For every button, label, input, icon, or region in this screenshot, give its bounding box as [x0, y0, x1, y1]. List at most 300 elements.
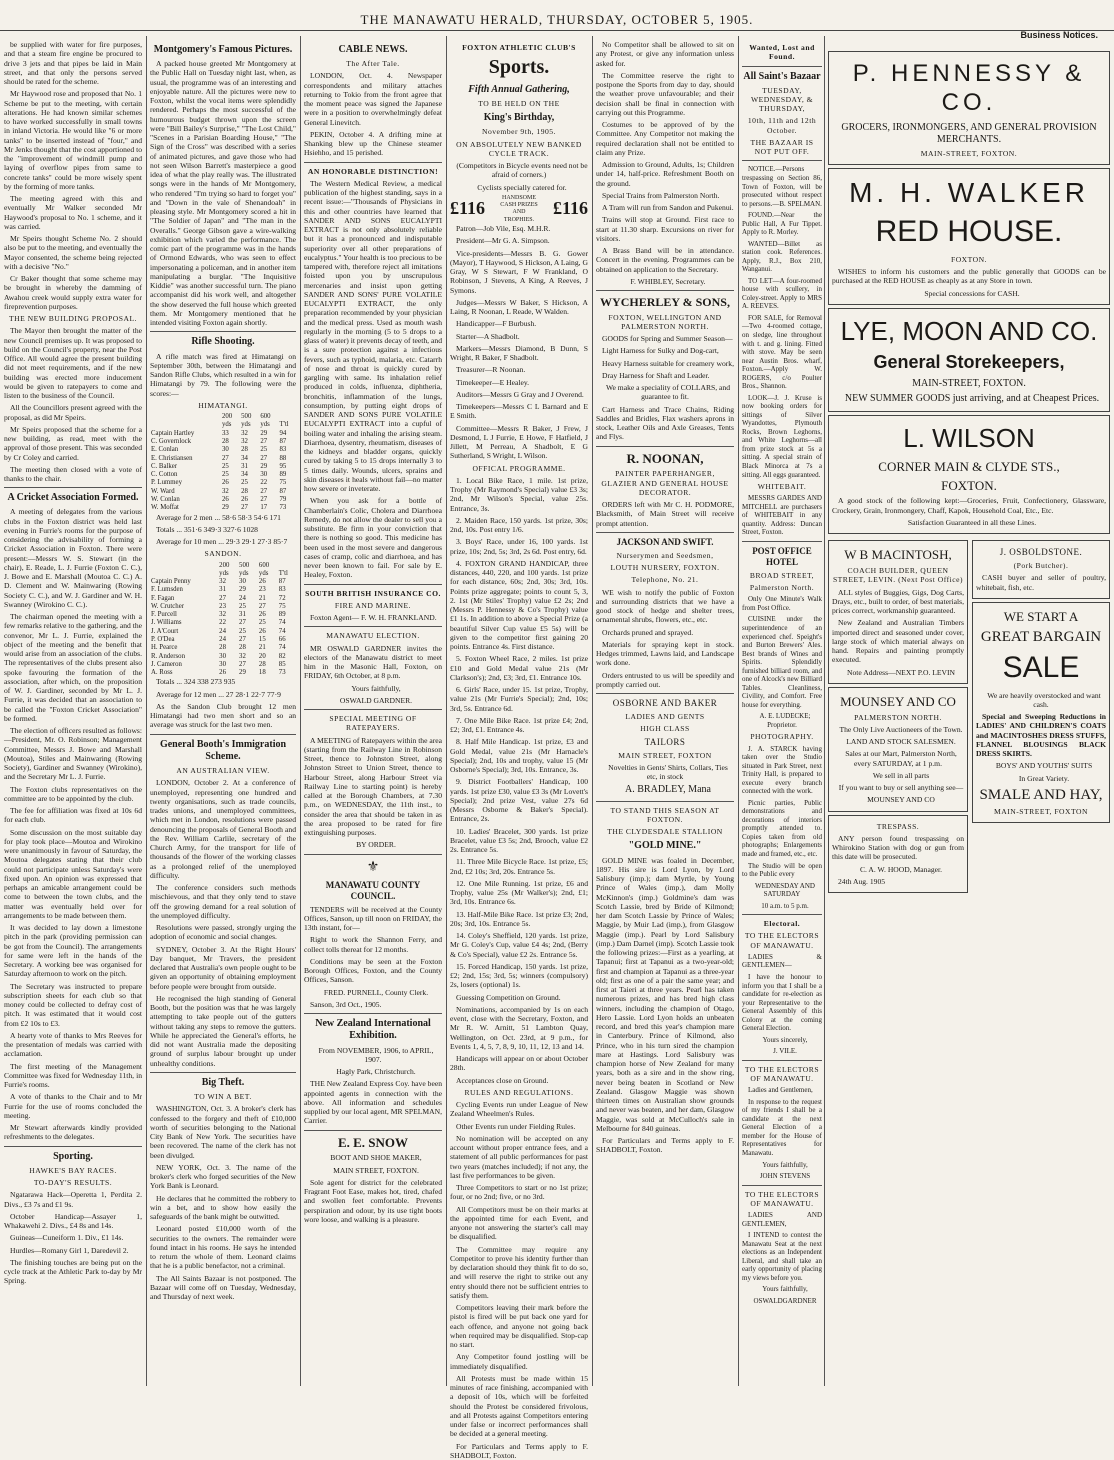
divider [596, 532, 734, 533]
ad-subheading: MAIN-STREET, FOXTON [993, 807, 1088, 817]
score-cell: 25 [222, 471, 229, 479]
score-row [150, 578, 296, 586]
ad-text: Dray Harness for Shaft and Leader. [602, 370, 710, 380]
event-item: 6. Girls' Race, under 15. 1st prize, Trophy, value 21s (Mr Furrie's Special); 2nd, 10s; 3rd, 5s. Entrance 6d. [450, 685, 588, 713]
score-cell: 30 [239, 578, 246, 586]
article-paragraph: As the Sandon Club brought 12 men Himatangi had two men short and so an average was struck for the last two men. [150, 701, 296, 730]
divider [742, 541, 822, 542]
event-item: 15. Forced Handicap, 150 yards. 1st prize, £2; 2nd, 15s; 3rd, 5s; winners (compulsory) 2s, losers (optional) 1s. [450, 961, 588, 990]
ad-text: Guessing Competition on Ground. [456, 992, 561, 1002]
event-item: 7. One Mile Bike Race. 1st prize £4; 2nd, £2; 3rd, £1. Entrance 4s. [450, 715, 588, 735]
score-cell: 26 [258, 627, 266, 635]
score-row [150, 586, 296, 594]
score-row [150, 603, 296, 611]
score-cell [278, 562, 296, 570]
ad-heading: MANAWATU COUNTY COUNCIL. [325, 879, 421, 901]
event-item: 1. Local Bike Race, 1 mile. 1st prize, Trophy (Mr Raymond's Special) value £3 3s; 2nd, Mr Wilson's Special, value 25s. Entrance, 3s. [450, 475, 588, 513]
score-cell: 89 [278, 611, 286, 619]
ad-subheading: FOXTON. [941, 477, 997, 493]
score-cell: 15 [258, 636, 266, 644]
rule-item: A Tram will run from Sandon and Pukenui. [602, 203, 734, 212]
column-7 [828, 48, 1110, 1385]
divider [742, 1185, 822, 1186]
notice: WEDNESDAY AND SATURDAY [755, 881, 815, 899]
subheading: AN AUSTRALIAN VIEW. [176, 766, 270, 776]
column-rule [592, 36, 593, 1386]
prize-banner [450, 195, 588, 224]
score-cell: 72 [278, 594, 286, 602]
ad-text: WE wish to notify the public of Foxton and surrounding districts that we have a good stock of hedge and shelter trees, ornamental shrubs, flowers, etc., etc. [596, 587, 734, 625]
ad-text: A good stock of the following kept:—Groceries, Fruit, Confectionery, Glassware, Crockery, Grain, Ironmongery, Chaff, Kapok, Household Coal, Etc., Etc. [832, 496, 1106, 515]
ad-text: ALL styles of Buggies, Gigs, Dog Carts, Drays, etc., built to order, of best materials, prices correct, workmanship guaranteed. [832, 587, 964, 615]
score-row [150, 446, 296, 454]
score-cell: E. Christiansen [151, 454, 193, 462]
score-cell: 74 [278, 627, 286, 635]
ad-text: Committee—Messrs R Baker, J Frew, J Desmond, L J Furrie, E Howe, F Hatfield, J Jillett, M Perreau, A Shadbolt, E G Sutherland, S Wright, L Wilson. [450, 423, 588, 461]
score-cell: 29 [260, 462, 268, 470]
article-paragraph: The finishing touches are being put on the cycle track at the Athletic Park to-day by Mr Spring. [4, 1257, 142, 1286]
divider [304, 1130, 442, 1131]
divider [742, 1060, 822, 1061]
ad-subheading: TUESDAY, WEDNESDAY, & THURSDAY, [750, 85, 814, 114]
article-paragraph: PEKIN, October 4. A drifting mine at Shanking blew up the Chinese steamer Hsiehho, and 15 perished. [304, 129, 442, 158]
score-header-row [150, 413, 296, 421]
subheading: The After Tale. [346, 59, 400, 69]
ad-hennessy [828, 51, 1110, 165]
divider [304, 584, 442, 585]
score-cell: H. Pearce [151, 644, 178, 652]
divider [596, 801, 734, 802]
ad-heading: MOUNSEY AND CO [840, 693, 956, 709]
score-cell: 28 [258, 660, 266, 668]
score-cell: 25 [260, 446, 268, 454]
ad-text: Timekeepers—Messrs C L Barnard and E E Smith. [450, 402, 588, 421]
notice: 10 a.m. to 5 p.m. [761, 901, 809, 910]
score-cell: 27 [260, 495, 268, 503]
ad-subheading: LOUTH NURSERY, FOXTON. [610, 563, 720, 573]
score-cell: J. Williams [151, 619, 182, 627]
score-cell: 74 [278, 619, 286, 627]
article-paragraph: Resolutions were passed, strongly urging the adoption of economic and social changes. [150, 923, 296, 942]
ad-text: New Zealand and Australian Timbers imported direct and seasoned under cover, large stock of which material always on hand. Repairs and painting promptly executed. [832, 618, 964, 665]
divider [596, 446, 734, 447]
score-cell: 29 [239, 586, 246, 594]
article-paragraph: The All Saints Bazaar is not postponed. The Bazaar will come off on Tuesday, Wednesday, and Thursday of next week. [150, 1273, 296, 1301]
ad-text: Special concessions for CASH. [924, 288, 1020, 298]
notice: CUISINE under the superintendence of an experienced chef. Speight's and Burton Brewers' Ales. Best brands of Wines and Spirits. Splendidly furnished billiard room, and one of Alcock's new Billiard Tables. Cleanliness, Civility, and Comfort. Free house for everything. [742, 615, 822, 709]
ad-text: Handicapper—F Burbush. [456, 319, 537, 329]
column-3 [304, 40, 442, 1385]
sports-title: Sports. [488, 56, 550, 79]
score-cell: 33 [222, 429, 229, 437]
ad-text: Treasurer—R Noonan. [456, 365, 526, 375]
article-paragraph: He declares that he committed the robbery to win a bet, and to show how easily the safeguards of the bank might be outwitted. [150, 1193, 296, 1221]
divider [4, 487, 142, 488]
business-notices-label: Business Notices. [1020, 30, 1098, 40]
article-paragraph: Mr Haywood rose and proposed that No. 1 Scheme be put to the meeting, with certain alterations. He had known similar schemes to have worked successfully in small towns in inland Victoria. He would like "6 or more tanks" to be inserted instead of "four," and Mr Jenks thought that the cost apportioned to the "improvement of windmill pump and laying of overflow pipes from same to concrete tanks" could be more wisely spent by the forming of more tanks. [4, 89, 142, 191]
divider [150, 734, 296, 735]
ad-subheading: TO BE HELD ON THE [478, 98, 560, 108]
ad-heading: E. E. SNOW [337, 1134, 409, 1150]
score-cell: 34 [241, 454, 248, 462]
ad-heading: SOUTH BRITISH INSURANCE CO. [305, 588, 441, 598]
score-header-row [150, 570, 296, 578]
ad-subheading: BROAD STREET, [749, 570, 815, 580]
ad-subheading: FOXTON. [950, 254, 988, 264]
score-totals: Totals ... 351·6 349·3 327·6 1028 [156, 524, 258, 534]
ad-heading: WE START A [1003, 608, 1079, 624]
score-cell: 26 [222, 479, 229, 487]
notice: Yours faithfully, [762, 1160, 808, 1169]
column-rule [738, 36, 739, 1386]
ad-subheading: (Pork Butcher). [1013, 561, 1069, 571]
ad-text: Sales at our Mart, Palmerston North, every SATURDAY, at 1 p.m. [845, 749, 957, 768]
score-cell: 28 [241, 487, 248, 495]
ad-subheading: ON ABSOLUTELY NEW BANKED CYCLE TRACK. [456, 139, 582, 158]
score-average: Average for 12 men ... 27 28·1 22·7 77·9 [156, 689, 281, 699]
score-cell: 83 [278, 586, 286, 594]
ad-macintosh [828, 540, 968, 684]
score-cell: 21 [258, 594, 266, 602]
divider [304, 1013, 442, 1014]
ad-heading: TO THE ELECTORS OF MANAWATU. [744, 931, 820, 950]
ad-heading: AN HONORABLE DISTINCTION! [307, 166, 439, 176]
score-cell: 24 [219, 636, 226, 644]
rule-item: A Brass Band will be in attendance. Concert in the evening. Programmes can be obtained on application to the Secretary. [596, 246, 734, 274]
score-cell: C. Balker [151, 462, 178, 470]
ad-lye-moon [828, 308, 1110, 412]
score-row [150, 611, 296, 619]
score-cell: 200 [219, 561, 230, 569]
article-paragraph: The first meeting of the Management Committee was fixed for Wednesday 11th, in Furrie's rooms. [4, 1061, 142, 1090]
score-cell: W. Conlan [151, 495, 180, 503]
ad-text: Materials for spraying kept in stock. Hedges trimmed, Lawns laid, and Landscape work done. [596, 639, 734, 668]
score-cell: 31 [239, 611, 246, 619]
ad-text: Orders entrusted to us will be speedily and promptly carried out. [596, 670, 734, 689]
score-row [150, 628, 296, 636]
score-cell: 83 [279, 446, 287, 454]
rule-item: Costumes to be approved of by the Committee. Any Competitor not making the required declaration shall not be entitled to claim any Prize. [596, 120, 734, 157]
score-cell: 27 [258, 602, 266, 610]
score-cell: J. A'Court [151, 627, 179, 635]
score-cell: R. Anderson [151, 652, 185, 660]
article-paragraph: A rifle match was fired at Himatangi on September 30th, between the Himatangi and Sandon Rifle Clubs, which resulted in a win for Himatangi by 79. The following were the scores:— [150, 351, 296, 398]
divider [304, 709, 442, 710]
ad-mounsey [828, 687, 968, 812]
column-rule [446, 36, 447, 1386]
score-table-sandon [150, 562, 296, 678]
ad-walker [828, 168, 1110, 305]
subheading: TO-DAY'S RESULTS. [33, 1178, 113, 1188]
ad-heading: TRESPASS. [876, 821, 920, 831]
notice: Picnic parties, Public demonstrations and decorations of interiors promptly attended to. Copies taken from old photographs; Enlargements made and framed, etc., etc. [742, 798, 822, 858]
score-cell [278, 413, 296, 421]
ad-text: The Western Medical Review, a medical publication of the highest standing, says in a recent issue:—"Thousands of Physicians in this and other countries have learned that SANDER AND SONS EUCALYPTI EXTRACT is not only absolutely reliable but it has a pronounced and indisputable superiority over all other preparations of eucalyptus." Your health is too precious to be tampered with, therefore reject all imitations foisted upon you by unscrupulous mercenaries and insist upon getting SANDER AND SONS' PURE VOLATILE EUCALYPTI EXTRACT, the only preparation recommended by your physician and the medical press. Used as mouth wash regularly in the morning (5 to 5 drops to a glass of water) it prevents decay of teeth, and is a sure protection against a infectious fevers, such as typhoid, malaria, etc. Catarrh of nose and throat is quickly cured by gargling with same. Its inhalation relief produced in colds, influenza, diphtheria, bronchitis, inflammation of the lungs, consumption, by putting eight drops of SANDER AND SONS PURE VOLATILE EUCALYPTI EXTRACT into a cupful of boiling water and inhaling the arising steam. Diarrhoea, dysentry, rheumatism, diseases of the kidneys and bladder organs, quickly cured by taking 5 to 15 drops internally 3 to 5 times daily. Wounds, ulcers, sprains and skin diseases it heals without fail—no matter how severe or inveterate. [304, 178, 442, 494]
section-heading: Wanted, Lost and Found. [749, 43, 815, 62]
article-paragraph: All the Councillors present agreed with the proposal, as did Mr Speirs. [4, 403, 142, 422]
ad-heading: PHOTOGRAPHY. [750, 732, 814, 742]
score-cell: 21 [258, 644, 266, 652]
masthead [0, 0, 1114, 40]
ad-text: BOOT AND SHOE MAKER, [330, 1153, 422, 1163]
ad-text: Heavy Harness suitable for creamery work, [602, 358, 734, 368]
score-cell: 34 [241, 471, 248, 479]
score-cell: 27 [239, 660, 246, 668]
score-row [150, 504, 296, 512]
article-paragraph: A hearty vote of thanks to Mrs Reeves for the presentation of medals was carried with acclamation. [4, 1030, 142, 1059]
ad-text: Yours faithfully, [351, 683, 401, 693]
score-cell: P. Lummey [151, 479, 182, 487]
ad-subheading: Palmerston North. [749, 583, 815, 593]
article-paragraph: The Secretary was instructed to prepare subscription sheets for each club so that money could be collected to defray cost of pitch. It was estimated that it would cost from £2 10s to £3. [4, 981, 142, 1028]
ad-text: Light Harness for Sulky and Dog-cart, [602, 346, 719, 356]
notice: LOOK—J. J. Kruse is now booking orders for sittings of Silver Wyandottes, Plymouth Rocks, Brown Leghorns, and White Leghorns—all from prize stock at 5s a sitting. A special strain of Black Minorca at 7s a sitting. All eggs guaranteed. [742, 393, 822, 479]
ad-text: Orchards pruned and sprayed. [602, 627, 694, 637]
score-cell: 85 [278, 660, 286, 668]
ad-heading: J. OSBOLDSTONE. [999, 547, 1083, 558]
divider [742, 914, 822, 915]
ad-subheading: FIRE AND MARINE. [334, 600, 412, 610]
ad-heading: FOXTON ATHLETIC CLUB'S [462, 43, 576, 52]
score-cell: 27 [260, 437, 268, 445]
column-rule [300, 36, 301, 1386]
ad-heading: SALE [1002, 651, 1080, 685]
score-cell [150, 421, 221, 429]
score-cell: 73 [279, 504, 287, 512]
rule-item: Three Competitors to start or no 1st prize; four, or no 2nd; five, or no 3rd. [450, 1183, 588, 1202]
score-cell: 31 [241, 462, 248, 470]
score-cell: 31 [219, 586, 226, 594]
score-cell: 23 [219, 602, 226, 610]
score-cell: Captain Penny [151, 578, 191, 586]
ad-text: Markers—Messrs Diamond, B Dunn, S Wright, R Baker, F Shadbolt. [450, 343, 588, 363]
ad-heading: WHITEBAIT. [757, 482, 807, 492]
score-cell: 28 [239, 644, 246, 652]
column-rule [824, 36, 825, 1386]
event-item: 9. District Footballers' Handicap, 100 yards. 1st prize £30, value £3 3s (Mr Lovett's Special); 2nd prize Vest, value 27s 6d (Messrs Osborne & Baker's Special). Entrance, 2s. [450, 777, 588, 824]
score-cell: F. Purcell [151, 611, 177, 619]
ad-text: Nominations, accompanied by 1s on each event, close with the Secretary, Foxton, and Mr R. W. Arnitt, 51 Lambton Quay, Wellington, on Oct. 23rd, at 9 p.m., for Events 1, 4, 5, 7, 8, 9, 10, 11, 12, 13 and 14. [450, 1004, 588, 1051]
divider [304, 162, 442, 163]
ad-subheading: THE BAZAAR IS NOT PUT OFF. [750, 137, 814, 157]
rule-item: Cycling Events run under League of New Zealand Wheelmen's Rules. [450, 1100, 588, 1119]
notice: LADIES & GENTLEMEN— [742, 952, 822, 970]
section-heading: Electoral. [763, 919, 801, 929]
rule-item: The Committee may require any Competitor to prove his identity further than by declaration should they think fit to do so, and will reserve the right to strike out any entry should there not be sufficient entries to satisfy them. [450, 1244, 588, 1300]
score-header-row [150, 562, 296, 570]
score-row [150, 430, 296, 438]
event-item: 10. Ladies' Bracelet, 300 yards. 1st prize Bracelet, value £3 5s; 2nd, Brooch, value £2 2s. Entrance 5s. [450, 826, 588, 855]
article-paragraph: A packed house greeted Mr Montgomery at the Public Hall on Tuesday night last, when, as usual, the programme was of an interesting and enjoyable nature. All the pictures were new to Foxton, whilst the vocal items were splendidly rendered. Perhaps the most successful of the humourous budget thrown upon the screen were "Bill Bailey's Surprise," "The Lost Child," "Scenes in a Parisian Boarding House," "The Sign of the Cross" was described with a series of animated pictures, and gave those who had not seen Wilson Barrett's masterpiece a good idea of what the play really was. The illustrated songs were in the hands of Mr Montgomery, who rendered "I'm trying so hard to forget you" and "Down in the vale of Shenandoah" in pleasing style. Mr Montgomery scored a hit in "The Soldier of Japan" and "The man in the Overalls." George Gibson gave a wire-walking exhibition which varied the performance. The comic part of the programme was in the hands of Ormond Edwards, who was seen to effect impersonating a policeman, and in another item manipulating a burglar. "The Inquisitive Kiddie" was another successful turn. The piano accompanist did his work well, and altogether the show deserved the full house which greeted them. Mr Montgomery mentioned that he intended visiting Foxton again shortly. [150, 59, 296, 328]
score-cell: 24 [219, 627, 226, 635]
score-cell [150, 413, 221, 421]
ad-text: Right to work the Shannon Ferry, and collect tolls thereat for 12 months. [304, 935, 442, 954]
score-row [150, 636, 296, 644]
score-cell: 28 [222, 437, 229, 445]
score-cell: 79 [279, 495, 287, 503]
column-rule [146, 36, 147, 1386]
subheading: THE NEW BUILDING PROPOSAL. [8, 314, 138, 323]
masthead-title: THE MANAWATU HERALD, THURSDAY, OCTOBER 5, 1905. [360, 12, 754, 27]
ad-text: ORDERS left with Mr C. H. PODMORE, Blacksmith, of Main Street will receive prompt attention. [596, 500, 734, 528]
score-row [150, 463, 296, 471]
score-row [150, 488, 296, 496]
ad-text: From NOVEMBER, 1906, to APRIL, 1907. [318, 1045, 434, 1064]
ad-heading: P. HENNESSY & CO. [852, 60, 1086, 117]
score-cell [150, 562, 218, 570]
rule-item: Admission to Ground, Adults, 1s; Children under 14, half-price. Refreshment Booth on the ground. [596, 160, 734, 188]
notice: Yours sincerely, [762, 1035, 808, 1044]
event-item: 11. Three Mile Bicycle Race. 1st prize, £5; 2nd, £2 10s; 3rd, 20s. Entrance 5s. [450, 857, 588, 876]
event-item: 13. Half-Mile Bike Race. 1st prize £3; 2nd, 20s; 3rd, 10s. Entrance 5s. [450, 909, 588, 928]
score-header-row [150, 421, 296, 429]
divider [596, 693, 734, 694]
score-cell: 26 [258, 578, 266, 586]
score-cell: yds [239, 569, 249, 577]
score-cell: 600 [260, 413, 271, 421]
ad-heading: RED HOUSE. [875, 215, 1063, 249]
ad-signature: OSWALD GARDNER. [339, 695, 413, 705]
subheading: HAWKE'S BAY RACES. [29, 1165, 117, 1175]
rule-item: Special Trains from Palmerston North. [602, 190, 720, 200]
ad-text: Foxton Agent— F. W. H. FRANKLAND. [310, 613, 437, 623]
ad-text: For Particulars and Terms apply to F. SHADBOLT, Foxton. [596, 1136, 734, 1155]
ad-subheading: HIGH CLASS [640, 724, 690, 734]
ad-text: We are heavily overstocked and want cash. [987, 690, 1101, 709]
score-cell: 24 [239, 594, 246, 602]
score-cell: 500 [241, 413, 252, 421]
ad-subheading: Telephone, No. 21. [631, 575, 699, 585]
ad-subheading: PAINTER PAPERHANGER, GLAZIER AND GENERAL HOUSE DECORATOR. [601, 469, 729, 497]
article-paragraph: October Handicap—Assayer 1, Whakawehi 2. Divs., £4 8s and 14s. [4, 1211, 142, 1231]
article-paragraph: The election of officers resulted as follows:—President, Mr. O. Robinson; Management Committee, Messrs J. Bowe and Marshall (Moutoa), Stiles and Mainwaring (Rowing Society), Gardiner and Swanney (Wirokino), and the Secretary Mr L. J. Furrie. [4, 726, 142, 782]
score-cell: 26 [258, 611, 266, 619]
article-paragraph: Mr Speirs proposed that the scheme for a new building, as read, meet with the approval of those present. This was seconded by Cr Coley and carried. [4, 424, 142, 462]
headline-big-theft: Big Theft. [201, 1076, 245, 1088]
ad-text: TENDERS will be received at the County Offices, Sanson, up till noon on FRIDAY, the 13th instant, for— [304, 904, 442, 933]
notice: FOR SALE, for Removal—Two 4-roomed cottage, on sledge, line throughout with t. and g. lining. Fitted with stove. May be seen near Austin Bros. wharf, Foxton.—Apply W. ROGERS, c/o Poulter Bros., Shannon. [742, 313, 822, 391]
notice: Ladies and Gentlemen, [748, 1086, 813, 1095]
score-cell: 27 [241, 504, 248, 512]
score-cell: E. Conlan [151, 446, 179, 454]
notice: NOTICE.—Persons trespassing on Section 86, Town of Foxton, will be prosecuted without respect to persons.—B. SPELMAN. [742, 165, 822, 208]
event-item: 14. Coley's Sheffield, 120 yards. 1st prize, Mr G. Coley's Cup, value £4 4s; 2nd, (Berry & Co's Special), value £2 2s. Entrance 5s. [450, 931, 588, 959]
notice: The Studio will be open to the Public every [742, 861, 822, 879]
ad-subheading: COACH BUILDER, QUEEN STREET, LEVIN. (Next Post Office) [832, 566, 964, 585]
ad-text: ANY person found trespassing on Whirokino Station with dog or gun from this date will be prosecuted. [832, 833, 964, 862]
divider [4, 1146, 142, 1147]
article-paragraph: It was decided to lay down a limestone pitch in the park (providing permission can be got from the Council). The arrangements for same were left in the hands of the Secretary. A working bee was organised for Saturday afternoon to work on the pitch. [4, 923, 142, 979]
score-cell: W. Ward [151, 487, 175, 495]
ad-text: Acceptances close on Ground. [456, 1075, 549, 1085]
ad-text: When you ask for a bottle of Chamberlain's Colic, Cholera and Diarrhoea Remedy, do not allow the dealer to sell you a substitute. Be firm in your conviction that there is nothing so good. This medicine has been used in the most severe and dangerous cases of cramp, colic and diarrhoea, and has never been known to fail. For sale by E. Healey, Foxton. [304, 496, 442, 580]
rule-item: No Competitor shall be allowed to sit on any Protest, or give any information unless asked for. [596, 40, 734, 68]
ad-text: MR OSWALD GARDNER invites the electors of the Manawatu district to meet him in the Masonic Hall, Foxton, on FRIDAY, 6th October, at 8 p.m. [304, 643, 442, 681]
ad-heading: "GOLD MINE." [628, 840, 702, 852]
score-cell: 25 [241, 479, 248, 487]
article-paragraph: Ngatarawa Hack—Operetta 1, Perdita 2. Divs., £3 7s and £1 9s. [4, 1190, 142, 1209]
ad-signature: BY ORDER. [356, 840, 396, 850]
score-cell: 29 [260, 429, 268, 437]
score-cell: 27 [219, 594, 226, 602]
score-row [150, 471, 296, 479]
score-cell: yds [219, 569, 229, 577]
ad-signature: OSWALDGARDNER [753, 1296, 817, 1305]
ad-heading: OSBORNE AND BAKER [612, 698, 718, 709]
ad-text: LAND AND STOCK SALESMEN. [846, 737, 956, 747]
event-item: 8. Half Mile Handicap. 1st prize, £3 and Gold Medal, value 21s (Mr Harnacle's Special); 2nd, 10s and trophy, value 15 (Mr Osborne's Special); 3rd, 10s. Entrance, 3s. [450, 737, 588, 775]
notice: I INTEND to contest the Manawatu Seat at the next elections as an Independent Liberal, and shall take an early opportunity of placing my views before you. [742, 1231, 822, 1282]
ad-text: A MEETING of Ratepayers within the area (starting from the Railway Line in Robinson Street, thence to Johnston Street, along Johnston Street to Union Street, thence to Harbour Street, along Harbour Street via Railway Line to starting point) is hereby called at the Borough Chambers, at 7.30 p.m., on WEDNESDAY, the 11th inst., to consider the area that should be taken in as the area proposed to be rated for fire extinguishing purposes. [304, 735, 443, 838]
ad-heading: WYCHERLEY & SONS, [600, 295, 730, 309]
column-6 [742, 40, 822, 1385]
article-paragraph: A vote of thanks to the Chair and to Mr Furrie for the use of rooms concluded the meeting. [4, 1092, 142, 1120]
ad-text: If you want to buy or sell anything see— [838, 783, 964, 793]
ad-text: GOLD MINE was foaled in December, 1897. His sire is Lord Lyon, by Lord Salisbury (imp.); dam Myrtle, by Young Prince of Wales (imp.), dam Molly McKinnon's (imp.) Goldmine's dam was Scotch Lassie, bred by Bride of Kilmond; her dam Scotch Lassie by Prince of Wales; Maggie, by Muir Lad (imp.), from Glasgow Maggie (imp.). Pearl by Lord Salisbury (imp.) Dam Darnel (imp). Scotch Lassie took the following prizes:—First as a yearling, at Tapanui; first at Tapanui as a two-year-old; first and champion at Tapanui as a three-year old; first as one of a pair the same year; and first at Taieri at three years. Pearl has taken numerous prizes, and has bred high class winners, including the champion of Otago, Hero Lassie. Lord Lyon holds an unbeaten record, and bred this year's champion mare in Canterbury. Prince of Kilmond, also Prince, who in his turn sired the champion mare at Hastings. Lord Salisbury was champion horse of New Zealand for many years, both as a sire and in the show ring, never being beaten in Scotland or New Zealand. Glasgow Maggie was shown thirteen times on Australian show grounds and never was beaten, and her dam, Glasgow Maggie, was sold at McCulloch's sale in Melbourne for 840 guineas. [596, 855, 734, 1133]
divider [742, 66, 822, 67]
ad-text: The Only Live Auctioneers of the Town. [839, 724, 963, 734]
ad-signature: FRED. PURNELL, County Clerk. [323, 987, 429, 997]
score-cell: 95 [279, 462, 287, 470]
ad-heading: POST OFFICE HOTEL [752, 545, 812, 567]
rule-item: For Particulars and Terms apply to F. SHADBOLT, Foxton. [450, 1441, 588, 1460]
rule-item: Competitors leaving their mark before the pistol is fired will be put back one yard for each offence, and anyone not going back when required may be disqualified. Stop-cap no start. [450, 1303, 588, 1350]
royal-crest-icon: ⚜ [366, 859, 380, 875]
rule-item: Other Events run under Fielding Rules. [456, 1121, 576, 1131]
headline-rifle: Rifle Shooting. [191, 336, 255, 348]
team-title: HIMATANGI. [198, 400, 248, 410]
headline-booth: General Booth's Immigration Scheme. [159, 738, 287, 762]
score-cell: 23 [258, 586, 266, 594]
score-cell: W. Moffat [151, 504, 179, 512]
ad-trespass [828, 815, 968, 894]
notice: MESSRS GARDES AND MITCHELL are purchasers of WHITEBAIT in any quantity. Address: Duncan Street, Foxton. [742, 494, 822, 537]
notice: In response to the request of my friends I shall be a candidate at the next General Election of a member for the House of Representatives for Manawatu. [742, 1097, 822, 1157]
score-cell: 26 [222, 495, 229, 503]
score-cell [150, 570, 218, 578]
article-paragraph: be supplied with water for fire purposes, and that a steam fire engine be procured to drive 3 jets and that pipes be laid in Main street, and that only the persons served should be rated for the scheme. [4, 40, 142, 86]
ad-subheading: TAILORS [644, 736, 686, 747]
score-cell: C. Governlock [151, 437, 192, 445]
score-cell: 32 [222, 487, 229, 495]
ad-heading: W B MACINTOSH, [844, 547, 952, 563]
ad-left-column [828, 537, 968, 896]
ad-text: BOYS' AND YOUTHS' SUITS [995, 761, 1093, 771]
article-paragraph: LONDON, October 2. At a conference of unemployed, representing one hundred and twenty organisations, such as trade councils, trades unions, and unemployed committees, which met in London, resolutions were passed denouncing the proposals of General Booth and the Rev. William Carlile, secretary of the Church Army, for the transport for life of thousands of the flower of the working classes as a prolonged relief of the unemployed difficulty. [150, 778, 296, 880]
ad-text: In Great Variety. [1018, 773, 1070, 783]
ad-heading: SPECIAL MEETING OF RATEPAYERS. [329, 714, 417, 733]
ad-heading: TO THE ELECTORS OF MANAWATU. [744, 1064, 820, 1083]
score-cell: F. Lumsden [151, 586, 183, 594]
article-paragraph: Cr Baker thought that some scheme may be brought in whereby the damming of Awahou creek would supply extra water for fireprevention purposes. [4, 274, 142, 311]
score-row [150, 455, 296, 463]
score-row [150, 644, 296, 652]
article-paragraph: Hurdles—Romany Girl 1, Daredevil 2. [10, 1245, 129, 1255]
headline-cricket: A Cricket Association Formed. [7, 492, 139, 504]
score-cell: yds [260, 421, 270, 429]
event-item: 12. One Mile Running. 1st prize, £6 and Trophy, value 25s (Mr Walker's); 2nd, £1; 3rd, 10s. Entrance 6s. [450, 878, 588, 907]
score-cell: 22 [260, 479, 268, 487]
score-cell: 87 [279, 437, 287, 445]
article-paragraph: WASHINGTON, Oct. 3. A broker's clerk has confessed to the forgery and theft of £10,000 worth of securities belonging to the National City Bank of New York. The securities have been recovered. The name of the clerk has not been divulged. [150, 1104, 296, 1160]
prize-amount: £116 [450, 198, 486, 219]
ad-subheading: MAIN-STREET, FOXTON. [912, 377, 1026, 389]
article-paragraph: NEW YORK, Oct. 3. The name of the broker's clerk who forged securities of the New York Bank is Leonard. [150, 1162, 296, 1191]
score-cell: 87 [278, 578, 286, 586]
ad-subheading: GROCERS, IRONMONGERS, AND GENERAL PROVISION MERCHANTS. [841, 121, 1097, 145]
ad-text: We sell in all parts [872, 770, 930, 780]
article-paragraph: The meeting then closed with a vote of thanks to the chair. [4, 464, 142, 483]
